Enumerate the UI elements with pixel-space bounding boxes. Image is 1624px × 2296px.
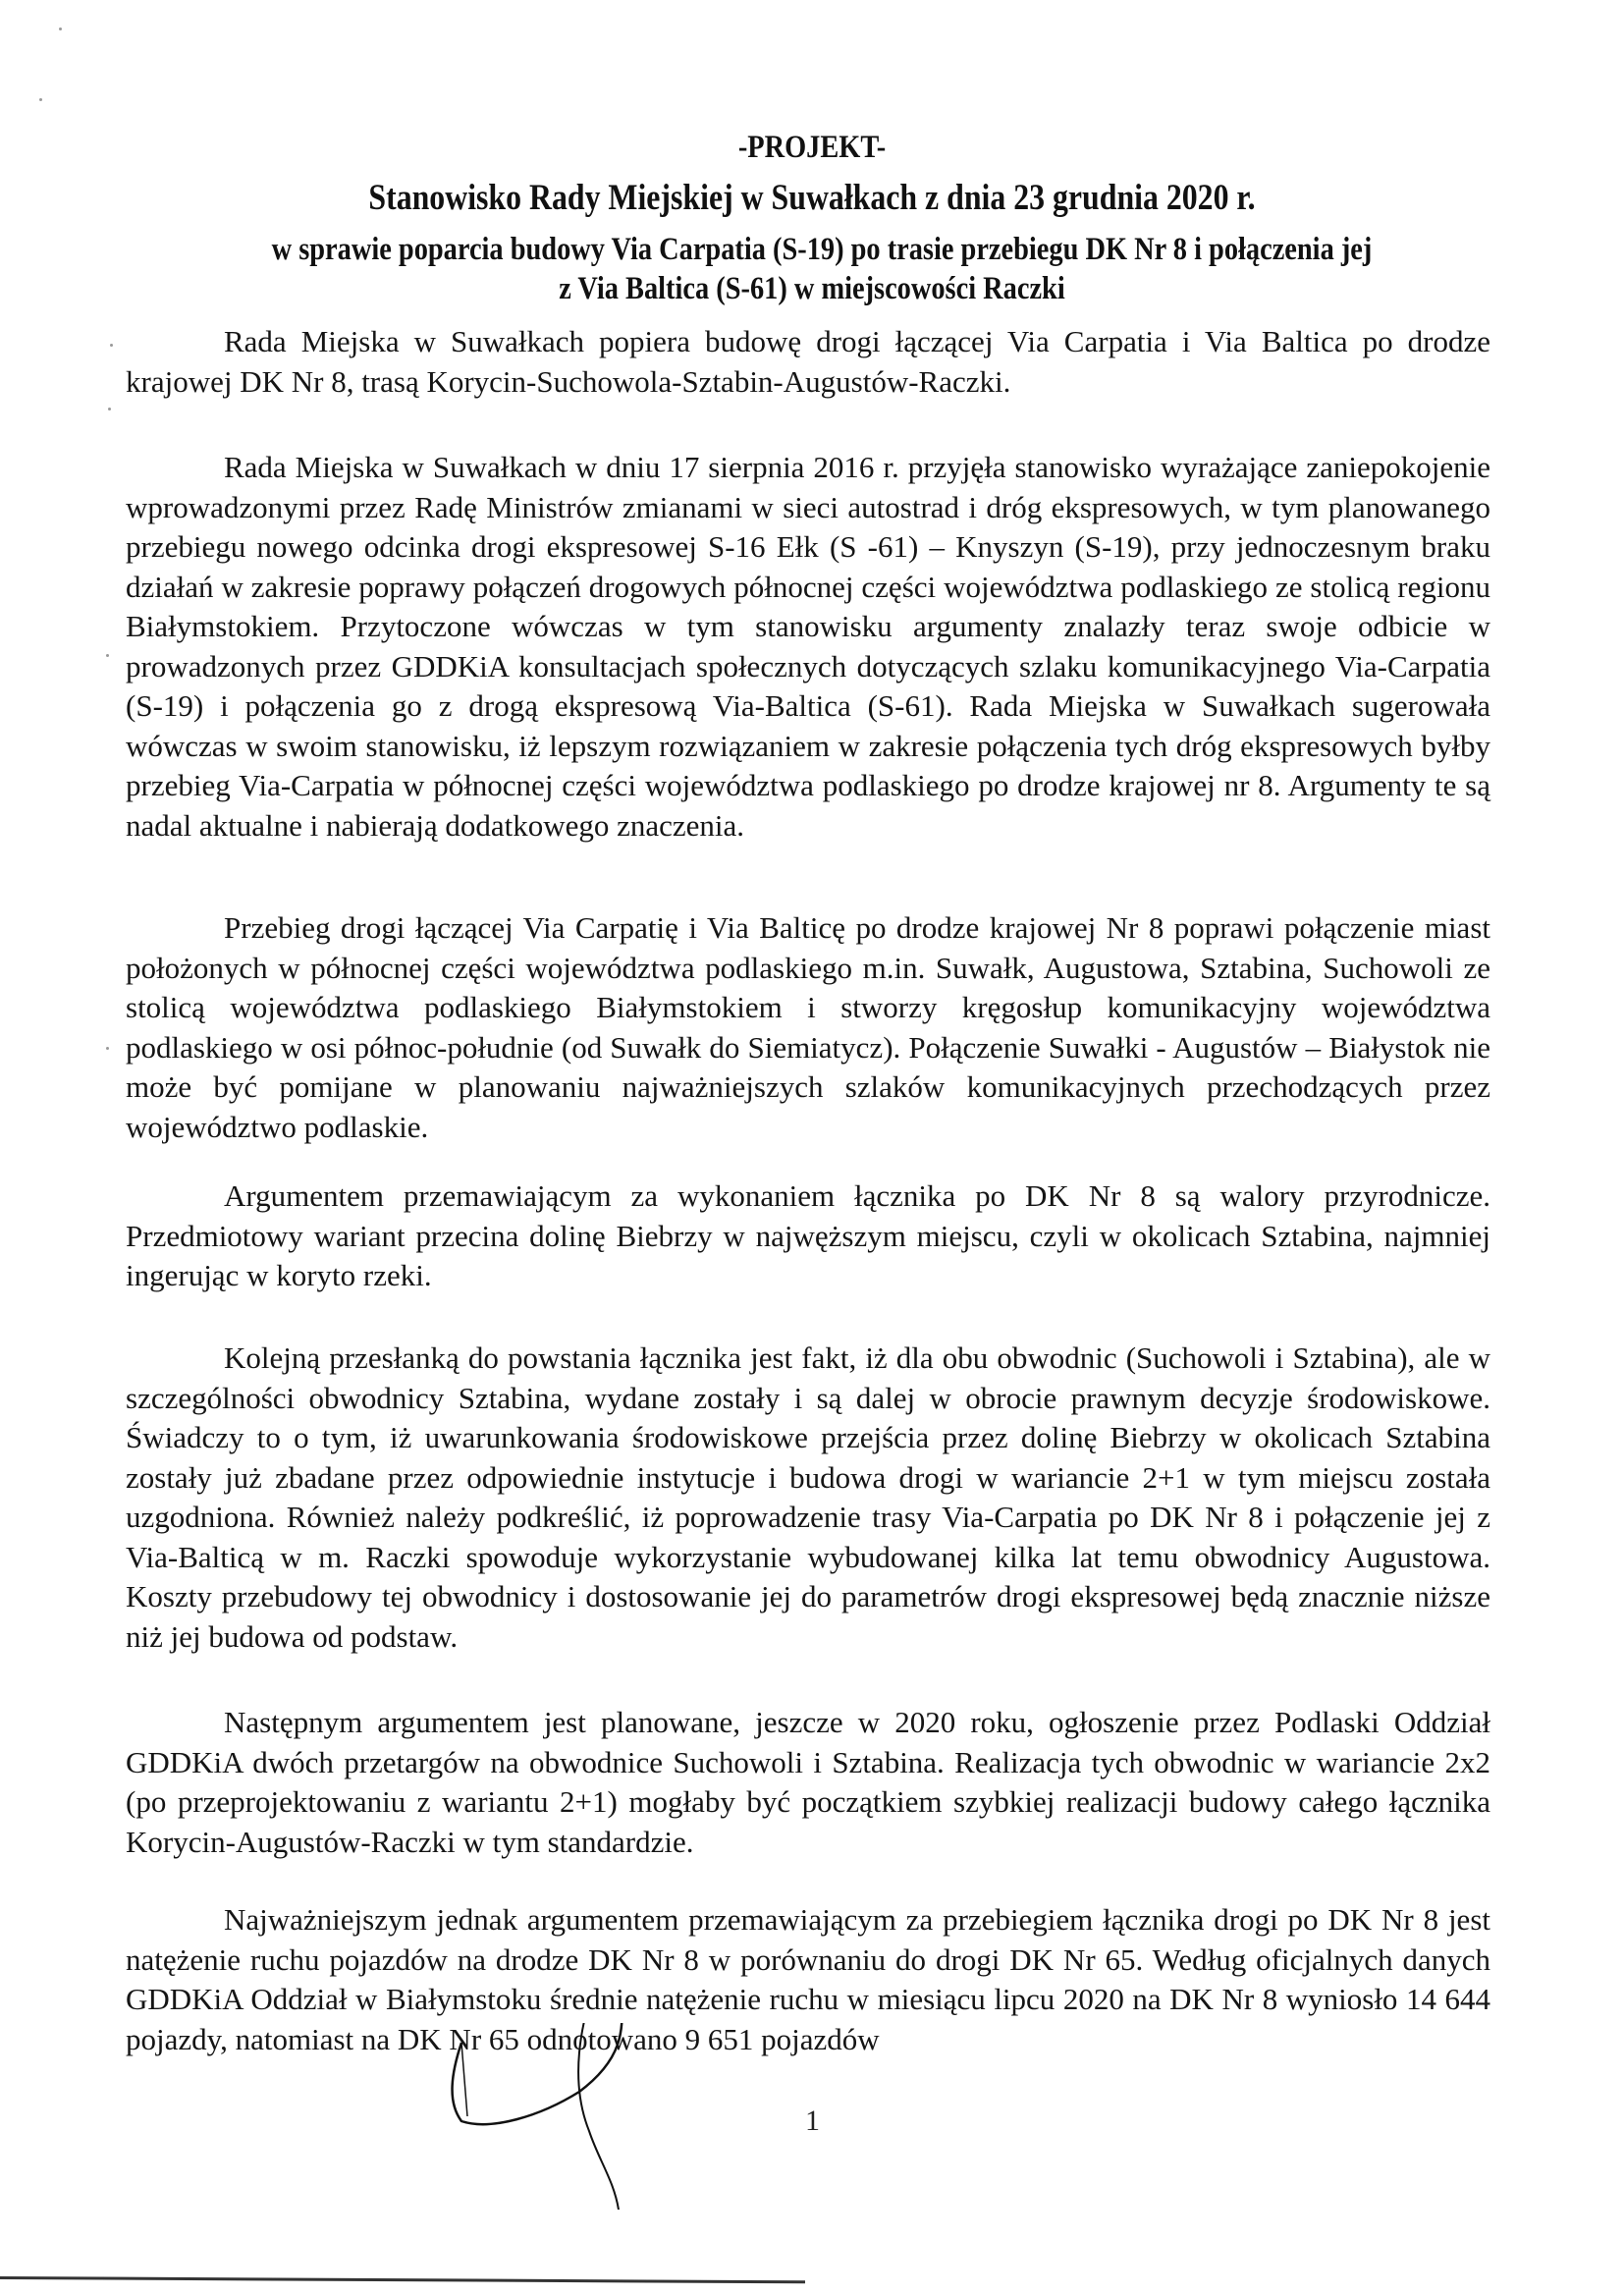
body-paragraph-7: [126, 1900, 1490, 2059]
project-label: -PROJEKT-: [737, 130, 887, 165]
body-paragraph-1: [126, 322, 1490, 402]
paragraph-text: Następnym argumentem jest planowane, jeszcze w 2020 roku, ogłoszenie przez Podlaski Oddział GDDKiA dwóch przetargów na obwodnice Suchowoli i Sztabina. Realizacja tych obwodnic w wariancie 2x2 (po przeprojektowaniu z wariantu 2+1) mogłaby być początkiem szybkiej realizacji budowy całego łącznika Korycin-Augustów-Raczki w tym standardzie.: [126, 1705, 1490, 1859]
scan-speck: [106, 654, 109, 657]
paragraph-text: Najważniejszym jednak argumentem przemawiającym za przebiegiem łącznika drogi po DK Nr 8 jest natężenie ruchu pojazdów na drodze DK Nr 8 w porównaniu do drogi DK Nr 65. Według oficjalnych danych GDDKiA Oddział w Białymstoku średnie natężenie ruchu w miesiącu lipcu 2020 na DK Nr 8 wyniosło 14 644 pojazdy, natomiast na DK Nr 65 odnotowano 9 651 pojazdów: [126, 1902, 1490, 2056]
scan-speck: [108, 408, 111, 410]
page-edge-line: [0, 2276, 805, 2283]
scan-speck: [106, 1047, 109, 1050]
paragraph-text: Kolejną przesłanką do powstania łącznika jest fakt, iż dla obu obwodnic (Suchowoli i Sztabina), ale w szczególności obwodnicy Sztabina, wydane zostały i są dalej w obrocie prawnym decyzje środowiskowe. Świadczy to o tym, iż uwarunkowania środowiskowe przejścia przez dolinę Biebrzy w okolicach Sztabina zostały już zbadane przez odpowiednie instytucje i budowa drogi w wariancie 2+1 w tym miejscu została uzgodniona. Również należy podkreślić, iż poprowadzenie trasy Via-Carpatia po DK Nr 8 i połączenie jej z Via-Balticą w m. Raczki spowoduje wykorzystanie wybudowanej kilka lat temu obwodnicy Augustowa. Koszty przebudowy tej obwodnicy i dostosowanie jej do parametrów drogi ekspresowej będą znacznie niższe niż jej budowa od podstaw.: [126, 1340, 1490, 1654]
scan-speck: [39, 98, 42, 101]
paragraph-text: Przebieg drogi łączącej Via Carpatię i Via Balticę po drodze krajowej Nr 8 poprawi połączenie miast położonych w północnej części województwa podlaskiego m.in. Suwałk, Augustowa, Sztabina, Suchowoli ze stolicą województwa podlaskiego Białymstokiem i stworzy kręgosłup komunikacyjny województwa podlaskiego w osi północ-południe (od Suwałk do Siemiatycz). Połączenie Suwałki - Augustów – Białystok nie może być pomijane w planowaniu najważniejszych szlaków komunikacyjnych przechodzących przez województwo podlaskie.: [126, 910, 1490, 1144]
body-paragraph-3: [126, 908, 1490, 1147]
body-paragraph-5: [126, 1339, 1490, 1657]
paragraph-text: Argumentem przemawiającym za wykonaniem łącznika po DK Nr 8 są walory przyrodnicze. Przedmiotowy wariant przecina dolinę Biebrzy w najwęższym miejscu, czyli w okolicach Sztabina, najmniej ingerując w koryto rzeki.: [126, 1178, 1490, 1292]
document-subject-line-1: w sprawie poparcia budowy Via Carpatia (S-19) po trasie przebiegu DK Nr 8 i połączenia jej: [271, 232, 1373, 267]
scan-speck: [110, 344, 113, 347]
paragraph-text: Rada Miejska w Suwałkach popiera budowę drogi łączącej Via Carpatia i Via Baltica po drodze krajowej DK Nr 8, trasą Korycin-Suchowola-Sztabin-Augustów-Raczki.: [126, 324, 1490, 399]
page-number: 1: [805, 2105, 820, 2137]
body-paragraph-6: [126, 1703, 1490, 1862]
body-paragraph-4: [126, 1176, 1490, 1296]
body-paragraph-2: [126, 448, 1490, 846]
handwritten-signature-icon: [432, 2023, 687, 2210]
document-subject-line-2: z Via Baltica (S-61) w miejscowości Raczki: [559, 271, 1065, 306]
document-title: Stanowisko Rady Miejskiej w Suwałkach z dnia 23 grudnia 2020 r.: [368, 178, 1256, 218]
scan-speck: [59, 27, 62, 30]
paragraph-text: Rada Miejska w Suwałkach w dniu 17 sierpnia 2016 r. przyjęła stanowisko wyrażające zaniepokojenie wprowadzonymi przez Radę Ministrów zmianami w sieci autostrad i dróg ekspresowych, w tym planowanego przebiegu nowego odcinka drogi ekspresowej S-16 Ełk (S -61) – Knyszyn (S-19), przy jednoczesnym braku działań w zakresie poprawy połączeń drogowych północnej części województwa podlaskiego ze stolicą regionu Białymstokiem. Przytoczone wówczas w tym stanowisku argumenty znalazły teraz swoje odbicie w prowadzonych przez GDDKiA konsultacjach społecznych dotyczących szlaku komunikacyjnego Via-Carpatia (S-19) i połączenia go z drogą ekspresową Via-Baltica (S-61). Rada Miejska w Suwałkach sugerowała wówczas w swoim stanowisku, iż lepszym rozwiązaniem w zakresie połączenia tych dróg ekspresowych byłby przebieg Via-Carpatia w północnej części województwa podlaskiego po drodze krajowej nr 8. Argumenty te są nadal aktualne i nabierają dodatkowego znaczenia.: [126, 450, 1490, 843]
